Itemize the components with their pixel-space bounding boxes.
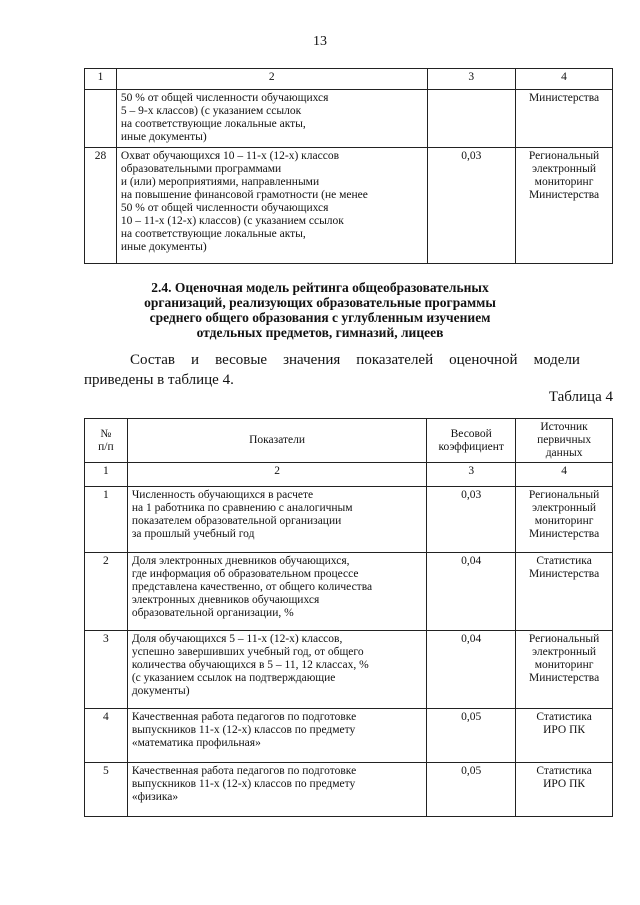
table-4 bbox=[84, 418, 613, 817]
header-weight: Весовой коэффициент bbox=[427, 419, 516, 463]
page-number: 13 bbox=[313, 34, 327, 49]
header-indicator: Показатели bbox=[127, 419, 427, 463]
table-continued bbox=[84, 68, 613, 264]
source-cell: Региональный электронный мониторинг Министерства bbox=[516, 148, 613, 264]
row-number: 1 bbox=[85, 487, 128, 553]
weight-cell: 0,03 bbox=[427, 148, 516, 264]
weight-cell: 0,03 bbox=[427, 487, 516, 553]
header-source: Источник первичных данных bbox=[516, 419, 613, 463]
indicator-cell: Доля электронных дневников обучающихся, где информация об образовательном процессе представлена качественно, от общего количества электронных дневников обучающихся образовательной организации, % bbox=[127, 553, 427, 631]
source-cell: Министерства bbox=[516, 90, 613, 148]
row-number: 5 bbox=[85, 763, 128, 817]
table-row bbox=[85, 148, 613, 264]
col-number-1: 1 bbox=[85, 463, 128, 487]
row-number: 28 bbox=[85, 148, 117, 264]
table-row bbox=[85, 763, 613, 817]
weight-cell: 0,05 bbox=[427, 763, 516, 817]
indicator-cell: Охват обучающихся 10 – 11-х (12-х) классов образовательными программами и (или) мероприятиями, направленными на повышение финансовой грамотности (не менее 50 % от общей численности обучающихся 10 – 11-х (12-х) классов) (с указанием ссылок на соответствующие локальные акты, иные документы) bbox=[116, 148, 427, 264]
table-row bbox=[85, 709, 613, 763]
column-numbers-row bbox=[85, 463, 613, 487]
paragraph: Состав и весовые значения показателей оценочной модели bbox=[130, 352, 580, 368]
section-heading: 2.4. Оценочная модель рейтинга общеобразовательных организаций, реализующих образовательные программы среднего общего образования с углубленным изучением отдельных предметов, гимназий, лицеев bbox=[144, 280, 496, 340]
indicator-cell: 50 % от общей численности обучающихся 5 – 9-х классов) (с указанием ссылок на соответствующие локальные акты, иные документы) bbox=[116, 90, 427, 148]
col-number-2: 2 bbox=[116, 69, 427, 90]
col-number-1: 1 bbox=[85, 69, 117, 90]
source-cell: Региональный электронный мониторинг Министерства bbox=[516, 487, 613, 553]
indicator-cell: Качественная работа педагогов по подготовке выпускников 11-х (12-х) классов по предмету «физика» bbox=[127, 763, 427, 817]
row-number: 4 bbox=[85, 709, 128, 763]
weight-cell: 0,04 bbox=[427, 631, 516, 709]
col-number-3: 3 bbox=[427, 69, 516, 90]
source-cell: Статистика ИРО ПК bbox=[516, 763, 613, 817]
table-header bbox=[85, 419, 613, 463]
indicator-cell: Доля обучающихся 5 – 11-х (12-х) классов, успешно завершивших учебный год, от общего количества обучающихся в 5 – 11, 12 классах, % (с указанием ссылок на подтверждающие документы) bbox=[127, 631, 427, 709]
source-cell: Статистика Министерства bbox=[516, 553, 613, 631]
indicator-cell: Численность обучающихся в расчете на 1 работника по сравнению с аналогичным показателем образовательной организации за прошлый учебный год bbox=[127, 487, 427, 553]
weight-cell: 0,05 bbox=[427, 709, 516, 763]
source-cell: Статистика ИРО ПК bbox=[516, 709, 613, 763]
header-num: № п/п bbox=[85, 419, 128, 463]
table-label: Таблица 4 bbox=[548, 389, 613, 405]
col-number-3: 3 bbox=[427, 463, 516, 487]
row-number: 3 bbox=[85, 631, 128, 709]
table-row bbox=[85, 553, 613, 631]
row-number: 2 bbox=[85, 553, 128, 631]
col-number-4: 4 bbox=[516, 69, 613, 90]
indicator-cell: Качественная работа педагогов по подготовке выпускников 11-х (12-х) классов по предмету «математика профильная» bbox=[127, 709, 427, 763]
table-row bbox=[85, 631, 613, 709]
weight-cell: 0,04 bbox=[427, 553, 516, 631]
col-number-4: 4 bbox=[516, 463, 613, 487]
table-row bbox=[85, 90, 613, 148]
table-row bbox=[85, 487, 613, 553]
source-cell: Региональный электронный мониторинг Министерства bbox=[516, 631, 613, 709]
paragraph-line-2: приведены в таблице 4. bbox=[84, 372, 234, 388]
col-number-2: 2 bbox=[127, 463, 427, 487]
